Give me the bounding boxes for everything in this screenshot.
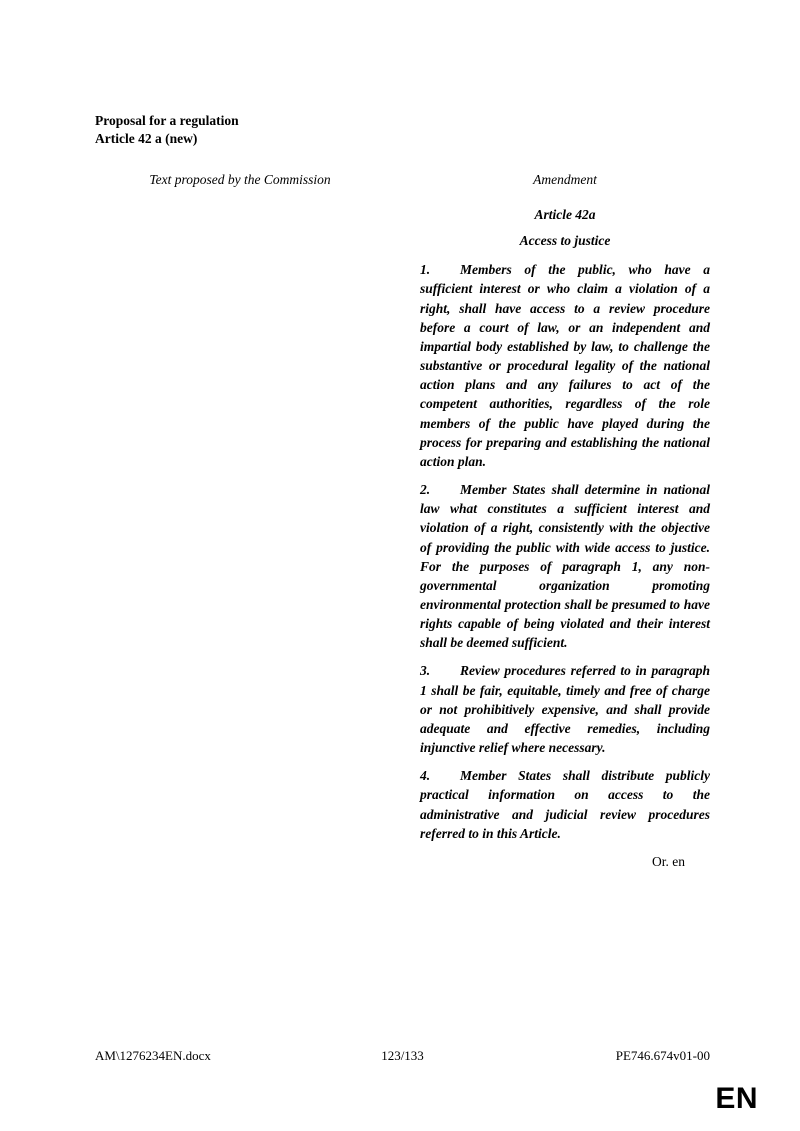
header-line-proposal: Proposal for a regulation: [95, 113, 239, 128]
amendment-paragraph: [420, 766, 710, 843]
column-headings: [95, 172, 710, 188]
footer-page-number: 123/133: [381, 1048, 424, 1063]
page-footer: [95, 1048, 710, 1064]
footer-pe-reference: PE746.674v01-00: [615, 1048, 710, 1063]
paragraph-number: 1.: [420, 262, 431, 278]
footer-document-reference: AM\1276234EN.docx: [95, 1048, 211, 1063]
paragraph-text: Member States shall determine in national law what constitutes a sufficient interest and violation of a right, consistently with the objective of providing the public with wide access to justice. For the purposes of paragraph 1, any non-governmental organization promoting environmental protection shall be presumed to have rights capable of being violated and their interest shall be deemed sufficient.: [420, 482, 710, 651]
commission-text-heading: Text proposed by the Commission: [149, 172, 331, 187]
column-gap: [385, 172, 420, 188]
header-line-article: Article 42 a (new): [95, 130, 198, 146]
amendment-article-title: Article 42a: [534, 207, 596, 222]
amendment-column: [420, 205, 710, 871]
amendment-article-subtitle: Access to justice: [519, 233, 611, 249]
paragraph-number: 2.: [420, 482, 431, 498]
paragraph-text: Members of the public, who have a sufficient interest or who claim a violation of a right, shall have access to a review procedure before a court of law, or an independent and impartial body established by law, to challenge the substantive or procedural legality of the national action plans and any failures to act of the competent authorities, regardless of the role members of the public have played during the process for preparing and establishing the national action plan.: [420, 262, 710, 469]
amendment-paragraph: [420, 480, 710, 652]
origin-language-line: Or. en: [652, 853, 685, 869]
document-header: [95, 112, 239, 147]
amendment-heading: Amendment: [533, 172, 597, 187]
language-mark: EN: [715, 1082, 758, 1115]
amendment-paragraph: [420, 661, 710, 757]
paragraph-text: Member States shall distribute publicly practical information on access to the administrative and judicial review procedures referred to in this Article.: [420, 768, 710, 841]
amendment-paragraph: [420, 260, 710, 471]
paragraph-number: 4.: [420, 768, 431, 784]
paragraph-text: Review procedures referred to in paragraph 1 shall be fair, equitable, timely and free of charge or not prohibitively expensive, and shall provide adequate and effective remedies, including injunctive relief where necessary.: [420, 663, 710, 756]
paragraph-number: 3.: [420, 663, 431, 679]
amendment-paragraphs: [420, 260, 710, 843]
